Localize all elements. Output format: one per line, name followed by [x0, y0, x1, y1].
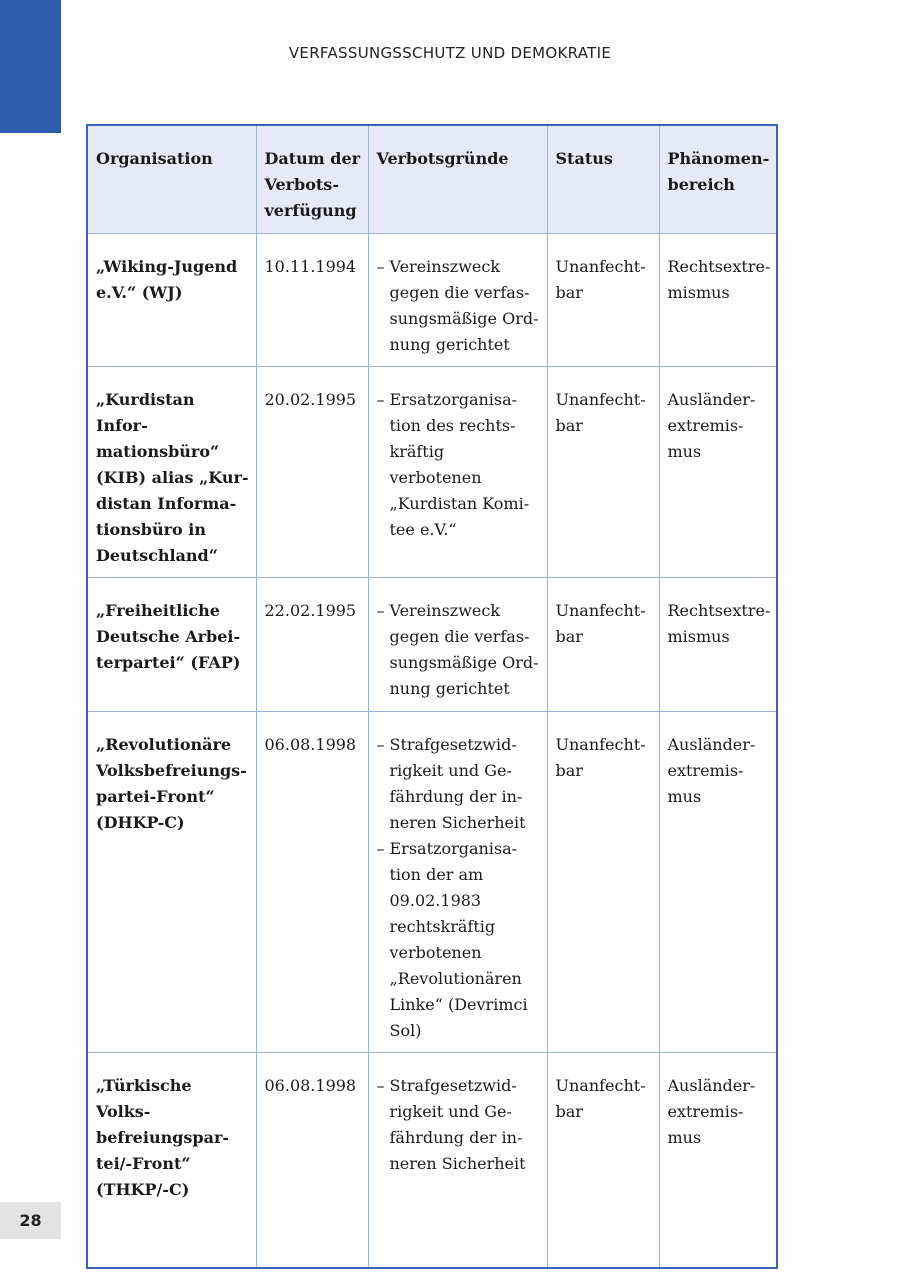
table-row — [87, 1053, 777, 1269]
header-area: Phänomenbereich — [659, 125, 777, 234]
ground-item: – Ersatzorganisation der am 09.02.1983 rechtskräftig verbotenen „Revolutionären Linke“ (Devrimci Sol) — [377, 836, 541, 1044]
grounds-cell — [368, 712, 547, 1053]
table-row — [87, 234, 777, 367]
grounds-cell — [368, 578, 547, 712]
header-status: Status — [547, 125, 659, 234]
ground-item: – Vereinszweck gegen die verfassungsmäßige Ordnung gerichtet — [377, 598, 541, 702]
table-row — [87, 578, 777, 712]
status-cell: Unanfechtbar — [547, 1053, 659, 1269]
status-cell: Unanfechtbar — [547, 712, 659, 1053]
page-number: 28 — [0, 1202, 61, 1239]
organisation-cell: „Kurdistan Informationsbüro“ (KIB) alias „Kurdistan Informationsbüro in Deutschland“ — [87, 367, 256, 578]
ground-item: – Strafgesetzwidrigkeit und Gefährdung der inneren Sicherheit — [377, 1073, 541, 1177]
status-cell: Unanfechtbar — [547, 578, 659, 712]
header-organisation: Organisation — [87, 125, 256, 234]
header-date: Datum der Verbotsverfügung — [256, 125, 368, 234]
chapter-color-tab — [0, 0, 61, 133]
organisation-cell: „Revolutionäre Volksbefreiungspartei-Front“ (DHKP-C) — [87, 712, 256, 1053]
date-cell: 22.02.1995 — [256, 578, 368, 712]
table-row — [87, 367, 777, 578]
ground-item: – Ersatzorganisation des rechtskräftig verbotenen „Kurdistan Komitee e.V.“ — [377, 387, 541, 543]
area-cell: Ausländerextremismus — [659, 1053, 777, 1269]
organisation-cell: „Wiking-Jugend e.V.“ (WJ) — [87, 234, 256, 367]
ground-item: – Strafgesetzwidrigkeit und Gefährdung der inneren Sicherheit — [377, 732, 541, 836]
organisation-cell: „Türkische Volksbefreiungspartei/-Front“ (THKP/-C) — [87, 1053, 256, 1269]
ground-item: – Vereinszweck gegen die verfassungsmäßige Ordnung gerichtet — [377, 254, 541, 358]
area-cell: Ausländerextremismus — [659, 367, 777, 578]
date-cell: 10.11.1994 — [256, 234, 368, 367]
status-cell: Unanfechtbar — [547, 367, 659, 578]
table-header-row — [87, 125, 777, 234]
area-cell: Rechtsextremismus — [659, 234, 777, 367]
status-cell: Unanfechtbar — [547, 234, 659, 367]
table-row — [87, 712, 777, 1053]
organisation-ban-table — [86, 124, 778, 1269]
date-cell: 20.02.1995 — [256, 367, 368, 578]
organisation-cell: „Freiheitliche Deutsche Arbeiterpartei“ (FAP) — [87, 578, 256, 712]
running-header: VERFASSUNGSSCHUTZ UND DEMOKRATIE — [288, 44, 612, 62]
header-grounds: Verbotsgründe — [368, 125, 547, 234]
area-cell: Ausländerextremismus — [659, 712, 777, 1053]
area-cell: Rechtsextremismus — [659, 578, 777, 712]
grounds-cell — [368, 367, 547, 578]
date-cell: 06.08.1998 — [256, 712, 368, 1053]
date-cell: 06.08.1998 — [256, 1053, 368, 1269]
grounds-cell — [368, 234, 547, 367]
grounds-cell — [368, 1053, 547, 1269]
